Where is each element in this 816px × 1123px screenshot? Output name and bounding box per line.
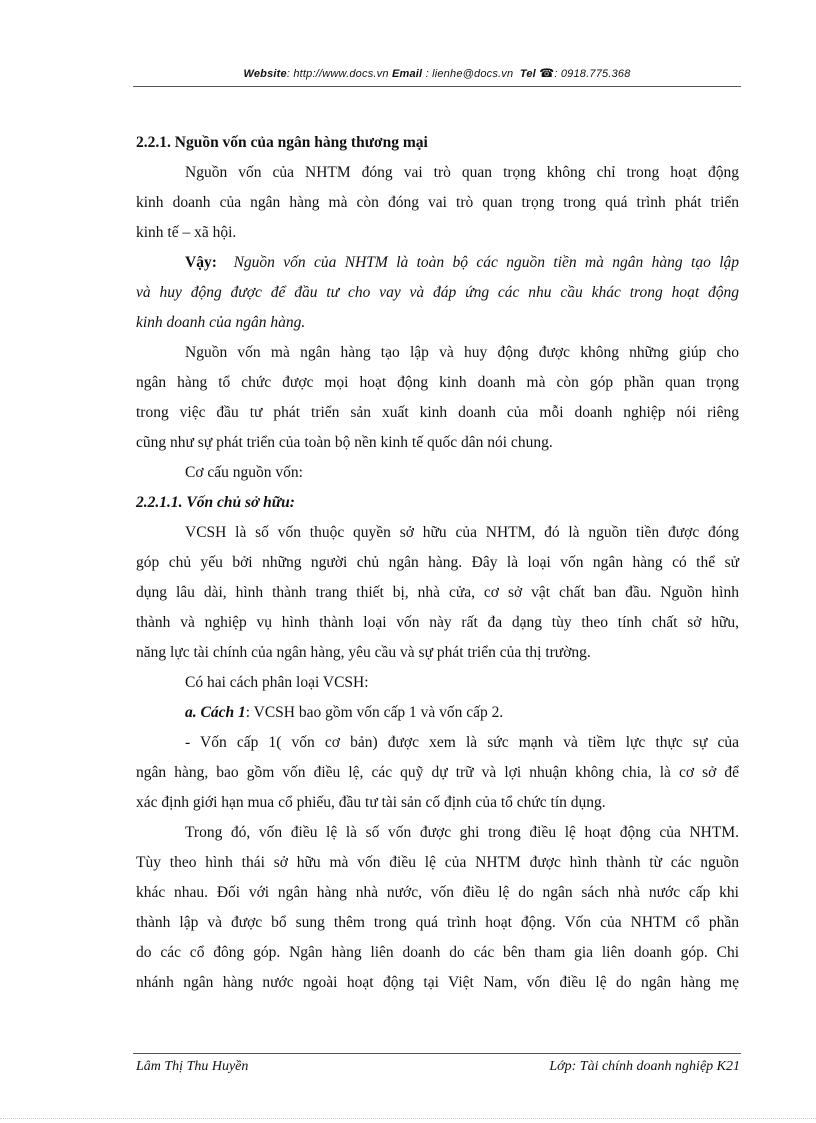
paragraph-line: trong việc đầu tư phát triển sản xuất kinh doanh của mỗi doanh nghiệp nói riêng xyxy=(136,404,739,421)
website-value: : http://www.docs.vn xyxy=(286,68,389,80)
paragraph-line: Nguồn vốn của NHTM đóng vai trò quan trọng không chỉ trong hoạt động xyxy=(185,164,739,181)
paragraph-line: Trong đó, vốn điều lệ là số vốn được ghi trong điều lệ hoạt động của NHTM. xyxy=(185,824,739,841)
definition-line: kinh doanh của ngân hàng. xyxy=(136,314,306,331)
paragraph-line: khác nhau. Đối với ngân hàng nhà nước, vốn điều lệ do ngân sách nhà nước cấp khi xyxy=(136,884,739,901)
email-value: : lienhe@docs.vn xyxy=(425,68,514,80)
paragraph-line: VCSH là số vốn thuộc quyền sở hữu của NHTM, đó là nguồn tiền được đóng xyxy=(185,524,739,541)
definition-line xyxy=(136,248,739,278)
paragraph-line: năng lực tài chính của ngân hàng, yêu cầu và sự phát triển của thị trường. xyxy=(136,644,591,661)
paragraph-line: thành lập và được bổ sung thêm trong quá trình hoạt động. Vốn của NHTM cổ phần xyxy=(136,914,739,931)
page-edge-divider xyxy=(0,1118,816,1119)
paragraph-line: góp chủ yếu bởi những người chủ ngân hàng. Đây là loại vốn ngân hàng có thể sử xyxy=(136,554,739,571)
paragraph-line: kinh doanh của ngân hàng mà còn đóng vai trò quan trọng trong quá trình phát triển xyxy=(136,194,739,211)
structure-line: Cơ cấu nguồn vốn: xyxy=(185,464,303,481)
definition-line: và huy động được để đầu tư cho vay và đáp ứng các nhu cầu khác trong hoạt động xyxy=(136,284,739,301)
tel-value: : 0918.775.368 xyxy=(554,68,631,80)
method1-text: : VCSH bao gồm vốn cấp 1 và vốn cấp 2. xyxy=(245,704,504,721)
section-heading-2-2-1-1: 2.2.1.1. Vốn chủ sở hữu: xyxy=(136,494,295,511)
section-heading-2-2-1: 2.2.1. Nguồn vốn của ngân hàng thương mại xyxy=(136,134,428,151)
paragraph-line: kinh tế – xã hội. xyxy=(136,224,237,241)
paragraph-line: xác định giới hạn mua cổ phiếu, đầu tư tài sản cố định của tổ chức tín dụng. xyxy=(136,794,606,811)
header-rule xyxy=(133,86,741,87)
document-body xyxy=(136,128,739,998)
paragraph-line: cũng như sự phát triển của toàn bộ nền kinh tế quốc dân nói chung. xyxy=(136,434,553,451)
paragraph-line: thành và nghiệp vụ hình thành loại vốn này rất đa dạng tùy theo tính chất sở hữu, xyxy=(136,614,739,631)
method1-label: a. Cách 1 xyxy=(185,704,246,721)
page-header xyxy=(133,66,741,80)
phone-icon: ☎ xyxy=(539,66,555,80)
method1-line xyxy=(136,698,739,728)
paragraph-line: - Vốn cấp 1( vốn cơ bản) được xem là sức mạnh và tiềm lực thực sự của xyxy=(185,734,739,751)
footer-class-info: Lớp: Tài chính doanh nghiệp K21 xyxy=(549,1059,740,1074)
footer-author: Lâm Thị Thu Huyền xyxy=(136,1059,249,1074)
paragraph-line: Tùy theo hình thái sở hữu mà vốn điều lệ của NHTM được hình thành từ các nguồn xyxy=(136,854,739,871)
paragraph-line: ngân hàng tổ chức được mọi hoạt động kinh doanh mà còn góp phần quan trọng xyxy=(136,374,739,391)
tel-label: Tel xyxy=(519,68,536,80)
paragraph-line: ngân hàng, bao gồm vốn điều lệ, các quỹ dự trữ và lợi nhuận không chia, là cơ sở để xyxy=(136,764,739,781)
paragraph-line: dụng lâu dài, hình thành trang thiết bị, nhà cửa, cơ sở vật chất ban đầu. Nguồn hình xyxy=(136,584,739,601)
paragraph-line: do các cổ đông góp. Ngân hàng liên doanh do các bên tham gia liên doanh góp. Chi xyxy=(136,944,739,961)
classify-line: Có hai cách phân loại VCSH: xyxy=(185,674,369,691)
definition-text: Nguồn vốn của NHTM là toàn bộ các nguồn tiền mà ngân hàng tạo lập xyxy=(233,254,739,271)
email-label: Email xyxy=(391,68,423,80)
definition-lead: Vậy: xyxy=(185,254,217,271)
website-label: Website xyxy=(243,68,287,80)
footer-rule xyxy=(133,1053,741,1054)
paragraph-line: Nguồn vốn mà ngân hàng tạo lập và huy động được không những giúp cho xyxy=(185,344,739,361)
paragraph-line: nhánh ngân hàng nước ngoài hoạt động tại Việt Nam, vốn điều lệ do ngân hàng mẹ xyxy=(136,974,739,991)
